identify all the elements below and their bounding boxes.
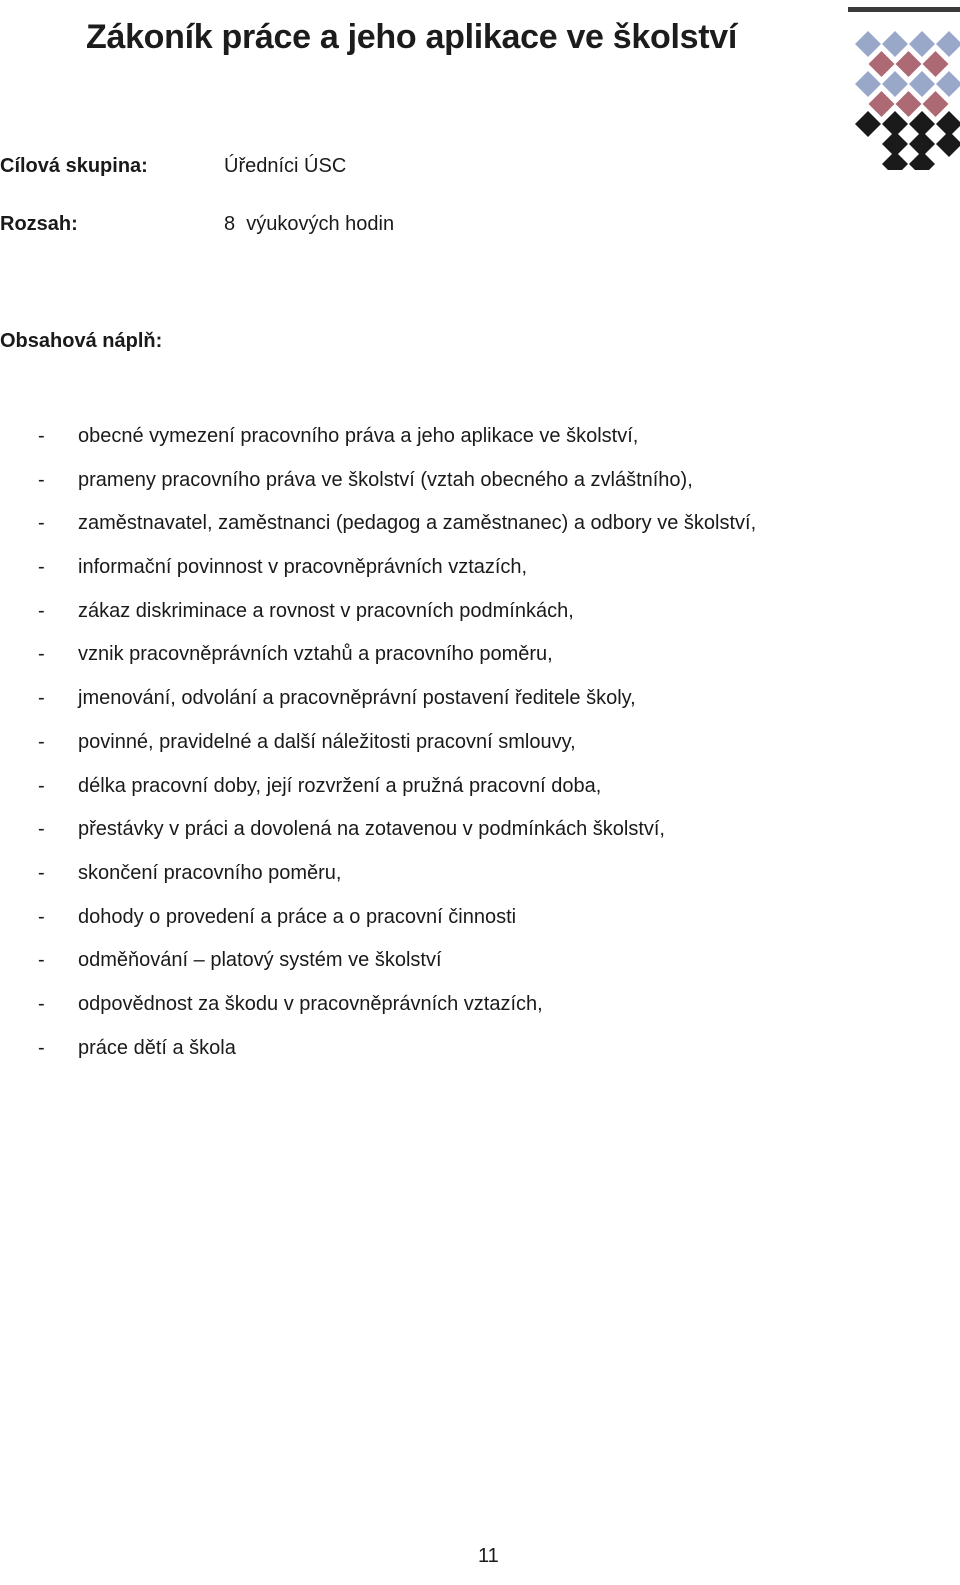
bullet-dash: - [38, 468, 45, 491]
bullet-dash: - [38, 818, 45, 841]
logo-diamond [909, 31, 935, 57]
logo-diamond [855, 71, 881, 97]
logo-top-bar [848, 7, 960, 12]
topic-text: zákaz diskriminace a rovnost v pracovních podmínkách, [78, 599, 574, 622]
logo-diamond [882, 31, 908, 57]
topic-text: jmenování, odvolání a pracovněprávní postavení ředitele školy, [78, 687, 636, 710]
bullet-dash: - [38, 512, 45, 535]
bullet-dash: - [38, 556, 45, 579]
topic-text: zaměstnavatel, zaměstnanci (pedagog a zaměstnanec) a odbory ve školství, [78, 512, 757, 535]
logo-diamond [936, 131, 960, 157]
content-heading: Obsahová náplň: [0, 330, 163, 352]
logo-diamond [896, 51, 922, 77]
logo-diamond [869, 91, 895, 117]
target-group-label: Cílová skupina: [0, 155, 148, 177]
page-number: 11 [478, 1545, 499, 1567]
bullet-dash: - [38, 861, 45, 884]
logo-diamond [936, 31, 960, 57]
diamond-grid-logo-icon [848, 0, 960, 170]
topic-text: informační povinnost v pracovněprávních vztazích, [78, 556, 528, 579]
topic-text: povinné, pravidelné a další náležitosti pracovní smlouvy, [78, 730, 576, 753]
logo-diamond [855, 31, 881, 57]
scope-label: Rozsah: [0, 213, 78, 235]
bullet-dash: - [38, 425, 45, 447]
topic-text: prameny pracovního práva ve školství (vztah obecného a zvláštního), [78, 468, 693, 491]
topic-text: odpovědnost za škodu v pracovněprávních vztazích, [78, 992, 543, 1015]
topic-text: vznik pracovněprávních vztahů a pracovního poměru, [78, 643, 553, 666]
bullet-dash: - [38, 730, 45, 753]
topic-text: obecné vymezení pracovního práva a jeho aplikace ve školství, [78, 425, 639, 447]
topic-text: délka pracovní doby, její rozvržení a pružná pracovní doba, [78, 774, 602, 797]
logo-diamond [869, 51, 895, 77]
bullet-dash: - [38, 1036, 45, 1059]
target-group-value: Úředníci ÚSC [224, 155, 347, 177]
logo-diamond [936, 71, 960, 97]
logo-diamond [855, 111, 881, 137]
logo-diamond [882, 151, 908, 170]
topic-text: práce dětí a škola [78, 1036, 236, 1059]
bullet-dash: - [38, 905, 45, 928]
logo-diamond [923, 51, 949, 77]
logo-diamond [882, 71, 908, 97]
page-title: Zákoník práce a jeho aplikace ve školství [86, 18, 738, 56]
bullet-dash: - [38, 687, 45, 710]
scope-value: 8 výukových hodin [224, 213, 395, 235]
logo-diamond [923, 91, 949, 117]
bullet-dash: - [38, 992, 45, 1015]
topic-text: dohody o provedení a práce a o pracovní činnosti [78, 905, 517, 928]
topic-text: odměňování – platový systém ve školství [78, 949, 442, 972]
bullet-dash: - [38, 643, 45, 666]
topic-text: skončení pracovního poměru, [78, 861, 342, 884]
bullet-dash: - [38, 599, 45, 622]
bullet-dash: - [38, 774, 45, 797]
logo-diamond [896, 91, 922, 117]
logo-diamond [909, 71, 935, 97]
logo-diamond [909, 151, 935, 170]
bullet-dash: - [38, 949, 45, 972]
logo-diamonds [855, 31, 960, 170]
topic-text: přestávky v práci a dovolená na zotavenou v podmínkách školství, [78, 818, 665, 841]
